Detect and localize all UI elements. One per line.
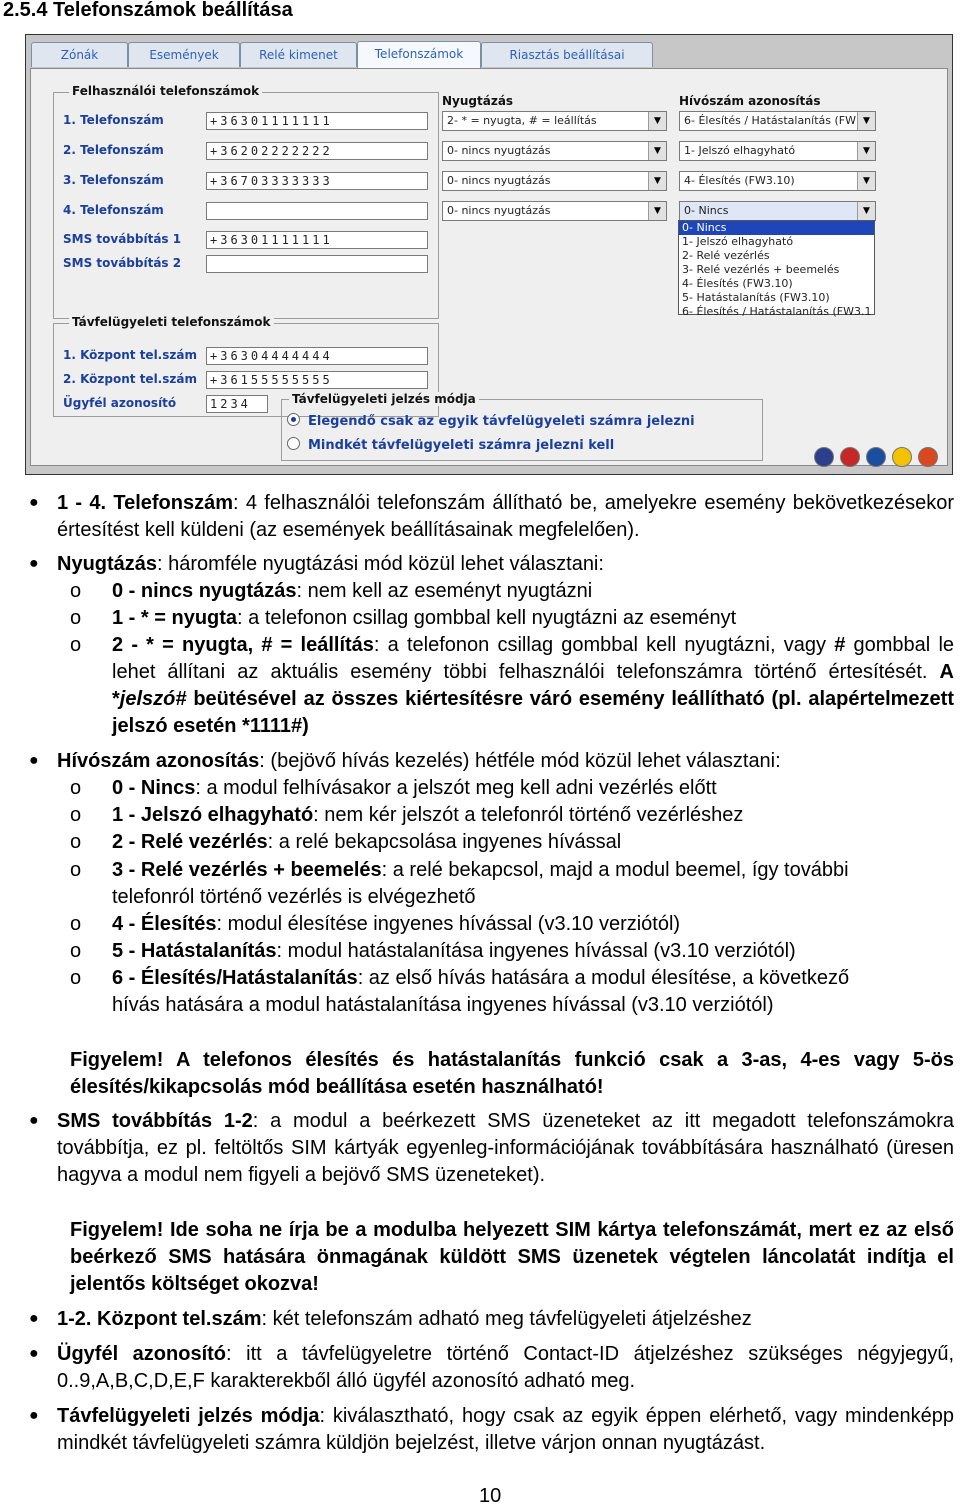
- paragraph-phone-numbers: [57, 490, 954, 544]
- sms-forward-2-label: SMS továbbítás 2: [63, 256, 182, 270]
- center-phone-1-input[interactable]: +36304444444: [206, 347, 428, 365]
- note-italic: jelszó#: [119, 688, 187, 710]
- note-bold: beütésével az összes kiértesítésre váró esemény leállítható (pl. alapértelmezett jelszó esetén *1111#): [112, 688, 954, 737]
- sub-bullet-icon: o: [70, 859, 82, 881]
- chevron-down-icon[interactable]: ▼: [648, 202, 666, 220]
- chevron-down-icon[interactable]: ▼: [857, 172, 875, 190]
- sub-bullet-icon: o: [70, 913, 82, 935]
- report-mode-option-both[interactable]: [287, 437, 614, 453]
- bullet-icon: ●: [29, 494, 39, 511]
- phone-2-label: 2. Telefonszám: [63, 143, 164, 157]
- caller-option-1: [112, 802, 954, 829]
- term: 1-2. Központ tel.szám: [57, 1308, 262, 1330]
- sub-bullet-icon: o: [70, 580, 82, 602]
- term: SMS továbbítás 1-2: [57, 1110, 253, 1132]
- term: 1 - Jelszó elhagyható: [112, 804, 314, 826]
- caller-id-select-2[interactable]: [679, 141, 876, 161]
- caller-option-3: [112, 857, 912, 911]
- term: 5 - Hatástalanítás: [112, 940, 277, 962]
- sub-bullet-icon: o: [70, 777, 82, 799]
- flag-hungary-icon[interactable]: [840, 447, 860, 467]
- term: 1 - * = nyugta: [112, 607, 238, 629]
- paragraph-caller-id: [57, 748, 954, 775]
- bullet-icon: ●: [29, 555, 39, 572]
- warning-arming: Figyelem! A telefonos élesítés és hatástalanítás funkció csak a 3-as, 4-es vagy 5-ös élesítés/kikapcsolás mód beállítása esetén használható!: [70, 1049, 954, 1098]
- language-flags: [808, 447, 938, 472]
- description: gombbal le lehet állítani az aktuális esemény többi felhasználói telefonszámra történő értesítését.: [112, 634, 955, 683]
- ack-option-1: [112, 605, 954, 632]
- term: 3 - Relé vezérlés + beemelés: [112, 859, 382, 881]
- description: : kiválasztható, hogy csak az egyik éppen elérhető, vagy mindenképp mindkét távfelügyeleti számra küldjön bejelzést, illetve várjon onnan nyugtázást.: [57, 1405, 955, 1454]
- center-phone-1-label: 1. Központ tel.szám: [63, 348, 197, 362]
- caller-id-title: Hívószám azonosítás: [676, 94, 823, 108]
- description: : a relé bekapcsolása ingyenes hívással: [267, 831, 622, 853]
- description: : a modul a beérkezett SMS üzeneteket az itt megadott telefonszámokra továbbítja, ez pl. feltöltős SIM kártyák egyenleg-információjának továbbítására használható (üresen hagyva a modul nem figyeli a bejövő SMS üzeneteket).: [57, 1110, 954, 1186]
- description: : modul élesítése ingyenes hívással (v3.10 verziótól): [216, 913, 681, 935]
- bullet-icon: ●: [29, 752, 39, 769]
- sub-bullet-icon: o: [70, 634, 82, 656]
- ack-select-2[interactable]: [442, 141, 667, 161]
- caller-id-select-1[interactable]: [679, 111, 876, 131]
- ack-select-1-value: 2- * = nyugta, # = leállítás: [447, 114, 597, 127]
- radio-selected-icon[interactable]: [287, 413, 300, 426]
- dropdown-option[interactable]: 6- Élesítés / Hatástalanítás (FW3.1: [682, 305, 872, 318]
- caller-option-0: [112, 775, 954, 802]
- phone-4-label: 4. Telefonszám: [63, 203, 164, 217]
- ack-select-4[interactable]: [442, 201, 667, 221]
- term: 2 - Relé vezérlés: [112, 831, 268, 853]
- radio-unselected-icon[interactable]: [287, 437, 300, 450]
- sub-bullet-icon: o: [70, 831, 82, 853]
- caller-id-select-3-value: 4- Élesítés (FW3.10): [684, 174, 795, 187]
- chevron-down-icon[interactable]: ▼: [648, 142, 666, 160]
- user-phones-title: Felhasználói telefonszámok: [69, 84, 262, 98]
- caller-id-select-3[interactable]: [679, 171, 876, 191]
- chevron-down-icon[interactable]: ▼: [857, 142, 875, 160]
- description: : itt a távfelügyeletre történő Contact-ID átjelzéshez szükséges négyjegyű, 0..9,A,B,C,D,E,F karakterekből álló ügyfél azonosító adható meg.: [57, 1343, 954, 1392]
- description: : nem kell az eseményt nyugtázni: [296, 580, 593, 602]
- ack-select-1[interactable]: [442, 111, 667, 131]
- remote-phones-title: Távfelügyeleti telefonszámok: [69, 315, 274, 329]
- center-phone-2-input[interactable]: +36155555555: [206, 371, 428, 389]
- paragraph-report-mode: [57, 1403, 954, 1457]
- chevron-down-icon[interactable]: ▼: [857, 202, 875, 220]
- ack-select-3-value: 0- nincs nyugtázás: [447, 174, 551, 187]
- bullet-icon: ●: [29, 1345, 39, 1362]
- term: 2 - * = nyugta, # = leállítás: [112, 634, 374, 656]
- sub-bullet-icon: o: [70, 607, 82, 629]
- phone-4-input[interactable]: [206, 202, 428, 220]
- phone-3-label: 3. Telefonszám: [63, 173, 164, 187]
- term: 4 - Élesítés: [112, 913, 217, 935]
- client-id-input[interactable]: 1234: [206, 395, 268, 413]
- caller-option-2: [112, 829, 954, 856]
- flag-germany-icon[interactable]: [918, 447, 938, 467]
- paragraph-center-phone: [57, 1306, 954, 1333]
- ack-select-2-value: 0- nincs nyugtázás: [447, 144, 551, 157]
- description: : a telefonon csillag gombbal kell nyugtázni, vagy: [373, 634, 835, 656]
- report-mode-option-one-label: Elegendő csak az egyik távfelügyeleti számra jelezni: [308, 414, 695, 429]
- paragraph-acknowledge: [57, 551, 954, 578]
- phone-2-input[interactable]: +36202222222: [206, 142, 428, 160]
- caller-id-select-2-value: 1- Jelszó elhagyható: [684, 144, 796, 157]
- chevron-down-icon[interactable]: ▼: [648, 112, 666, 130]
- term: Hívószám azonosítás: [57, 750, 260, 772]
- bullet-icon: ●: [29, 1112, 39, 1129]
- tab-events[interactable]: Események: [128, 42, 240, 67]
- term: 1 - 4. Telefonszám: [57, 492, 234, 514]
- bullet-icon: ●: [29, 1407, 39, 1424]
- paragraph-client-id: [57, 1341, 954, 1395]
- sub-bullet-icon: o: [70, 804, 82, 826]
- flag-slovakia-icon[interactable]: [866, 447, 886, 467]
- caller-id-dropdown-list: [678, 220, 875, 318]
- term: Ügyfél azonosító: [57, 1343, 227, 1365]
- caller-id-select-4-value: 0- Nincs: [684, 204, 729, 217]
- flag-romania-icon[interactable]: [892, 447, 912, 467]
- term: Nyugtázás: [57, 553, 158, 575]
- chevron-down-icon[interactable]: ▼: [857, 112, 875, 130]
- phone-1-input[interactable]: +36301111111: [206, 112, 428, 130]
- dropdown-option[interactable]: 4- Élesítés (FW3.10): [682, 277, 793, 290]
- sub-bullet-icon: o: [70, 967, 82, 989]
- ack-option-2: [112, 632, 954, 740]
- ack-select-4-value: 0- nincs nyugtázás: [447, 204, 551, 217]
- caller-id-select-4[interactable]: [679, 201, 876, 221]
- tab-zones[interactable]: Zónák: [31, 42, 128, 67]
- phone-1-label: 1. Telefonszám: [63, 113, 164, 127]
- sms-forward-1-label: SMS továbbítás 1: [63, 232, 182, 246]
- term: 0 - Nincs: [112, 777, 196, 799]
- ack-select-3[interactable]: [442, 171, 667, 191]
- sub-bullet-icon: o: [70, 940, 82, 962]
- phone-settings-panel: [30, 68, 948, 466]
- description: : háromféle nyugtázási mód közül lehet választani:: [157, 553, 604, 575]
- caller-id-select-1-value: 6- Élesítés / Hatástalanítás (FW: [684, 114, 856, 127]
- tab-relay-output[interactable]: Relé kimenet: [240, 42, 357, 67]
- section-heading: 2.5.4 Telefonszámok beállítása: [3, 0, 293, 21]
- center-phone-2-label: 2. Központ tel.szám: [63, 372, 197, 386]
- description: : 4 felhasználói telefonszám állítható be, amelyekre esemény bekövetkezésekor értesítést kell küldeni (az események beállításainak megfelelően).: [57, 492, 954, 541]
- term: 6 - Élesítés/Hatástalanítás: [112, 967, 358, 989]
- chevron-down-icon[interactable]: ▼: [648, 172, 666, 190]
- dropdown-option[interactable]: 2- Relé vezérlés: [682, 249, 770, 262]
- term: 0 - nincs nyugtázás: [112, 580, 297, 602]
- term: Távfelügyeleti jelzés módja: [57, 1405, 320, 1427]
- flag-uk-icon[interactable]: [814, 447, 834, 467]
- phone-3-input[interactable]: +36703333333: [206, 172, 428, 190]
- description: : az első hívás hatására a modul élesítése, a következő hívás hatására a modul hatástalanítása ingyenes hívással (v3.10 verziótól): [112, 967, 850, 1016]
- report-mode-title: Távfelügyeleti jelzés módja: [289, 392, 479, 406]
- client-id-label: Ügyfél azonosító: [63, 396, 177, 410]
- caller-option-5: [112, 938, 954, 965]
- settings-screenshot: [25, 34, 953, 475]
- tab-alarm-settings[interactable]: Riasztás beállításai: [481, 42, 653, 67]
- tab-phone-numbers[interactable]: Telefonszámok: [357, 41, 481, 68]
- dropdown-option[interactable]: 0- Nincs: [679, 221, 874, 235]
- paragraph-sms-forward: [57, 1108, 954, 1189]
- description: : a relé bekapcsol, majd a modul beemel, így további telefonról történő vezérlés is elvégezhető: [112, 859, 849, 908]
- hash-key: #: [834, 634, 846, 656]
- dropdown-option[interactable]: 1- Jelszó elhagyható: [682, 235, 794, 248]
- ack-option-0: [112, 578, 954, 605]
- sms-forward-2-input[interactable]: [206, 255, 428, 273]
- description: : a telefonon csillag gombbal kell nyugtázni az eseményt: [237, 607, 737, 629]
- dropdown-option[interactable]: 3- Relé vezérlés + beemelés: [682, 263, 840, 276]
- description: : a modul felhívásakor a jelszót meg kell adni vezérlés előtt: [195, 777, 717, 799]
- note-bold: A *: [112, 661, 954, 710]
- page-number: 10: [479, 1485, 502, 1507]
- caller-option-6: [112, 965, 882, 1019]
- report-mode-option-both-label: Mindkét távfelügyeleti számra jelezni kell: [308, 438, 615, 453]
- sms-forward-1-input[interactable]: +36301111111: [206, 231, 428, 249]
- report-mode-option-one[interactable]: [287, 413, 695, 429]
- description: : két telefonszám adható meg távfelügyeleti átjelzéshez: [261, 1308, 752, 1330]
- warning-sms-loop: Figyelem! Ide soha ne írja be a modulba helyezett SIM kártya telefonszámát, mert ez az első beérkező SMS hatására önmagának küldött SMS üzenetek végtelen láncolatát indítja el jelentős költséget okozva!: [70, 1219, 954, 1295]
- ack-title: Nyugtázás: [439, 94, 516, 108]
- description: : nem kér jelszót a telefonról történő vezérléshez: [313, 804, 744, 826]
- caller-option-4: [112, 911, 954, 938]
- dropdown-option[interactable]: 5- Hatástalanítás (FW3.10): [682, 291, 830, 304]
- description: : modul hatástalanítása ingyenes hívással (v3.10 verziótól): [276, 940, 796, 962]
- description: : (bejövő hívás kezelés) hétféle mód közül lehet választani:: [259, 750, 781, 772]
- bullet-icon: ●: [29, 1310, 39, 1327]
